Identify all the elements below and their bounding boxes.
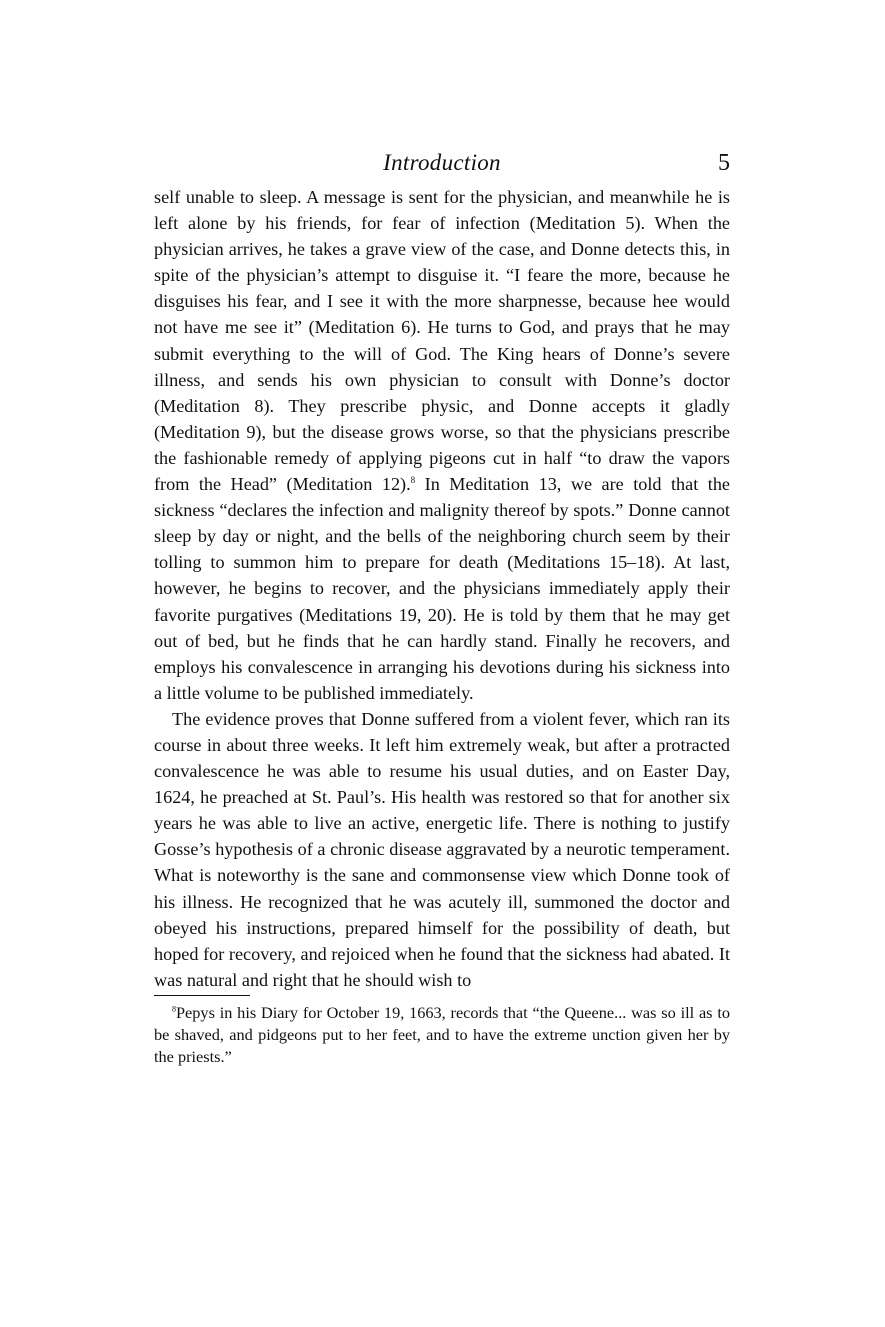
footnote-text: Pepys in his Diary for October 19, 1663, records that “the Queene... was so ill as to be shaved, and pidgeons put to her feet, and to have the extreme unction given her by the priests.” <box>154 1002 730 1066</box>
page-number: 5 <box>718 150 730 176</box>
running-head <box>154 150 730 184</box>
running-title: Introduction <box>383 150 501 175</box>
body-text <box>154 184 730 993</box>
footnote-mark: 8 <box>172 1004 176 1014</box>
footnote-reference: 8 <box>410 474 416 485</box>
footnote-divider <box>154 995 250 996</box>
paragraph-text-after-note: In Meditation 13, we are told that the sickness “declares the infection and malignity thereof by spots.” Donne cannot sleep by day or night, and the bells of the neighboring church seem by their tolling to summon him to prepare for death (Meditations 15–18). At last, however, he begins to recover, and the physicians immediately apply their favorite purgatives (Meditations 19, 20). He is told by them that he may get out of bed, but he finds that he can hardly stand. Finally he recovers, and employs his convalescence in arranging his devotions during his sickness into a little volume to be published immediately. <box>154 474 730 703</box>
paragraph-continued <box>154 184 730 706</box>
footnote <box>154 1002 730 1068</box>
paragraph: The evidence proves that Donne suffered from a violent fever, which ran its course in about three weeks. It left him extremely weak, but after a protracted convalescence he was able to resume his usual duties, and on Easter Day, 1624, he preached at St. Paul’s. His health was restored so that for another six years he was able to live an active, energetic life. There is nothing to justify Gosse’s hypothesis of a chronic disease aggravated by a neurotic temperament. What is noteworthy is the sane and commonsense view which Donne took of his illness. He recognized that he was acutely ill, summoned the doctor and obeyed his instructions, prepared himself for the possibility of death, but hoped for recovery, and rejoiced when he found that the sickness had abated. It was natural and right that he should wish to <box>154 708 730 990</box>
book-page <box>154 150 730 1068</box>
paragraph-text-before-note: self unable to sleep. A message is sent for the physician, and meanwhile he is left alone by his friends, for fear of infection (Meditation 5). When the physician arrives, he takes a grave view of the case, and Donne detects this, in spite of the physician’s attempt to disguise it. “I feare the more, because he disguises his fear, and I see it with the more sharpnesse, because hee would not have me see it” (Meditation 6). He turns to God, and prays that he may submit everything to the will of God. The King hears of Donne’s severe illness, and sends his own physician to consult with Donne’s doctor (Meditation 8). They prescribe physic, and Donne accepts it gladly (Meditation 9), but the disease grows worse, so that the physicians prescribe the fashionable remedy of applying pigeons cut in half “to draw the vapors from the Head” (Meditation 12). <box>154 187 730 495</box>
